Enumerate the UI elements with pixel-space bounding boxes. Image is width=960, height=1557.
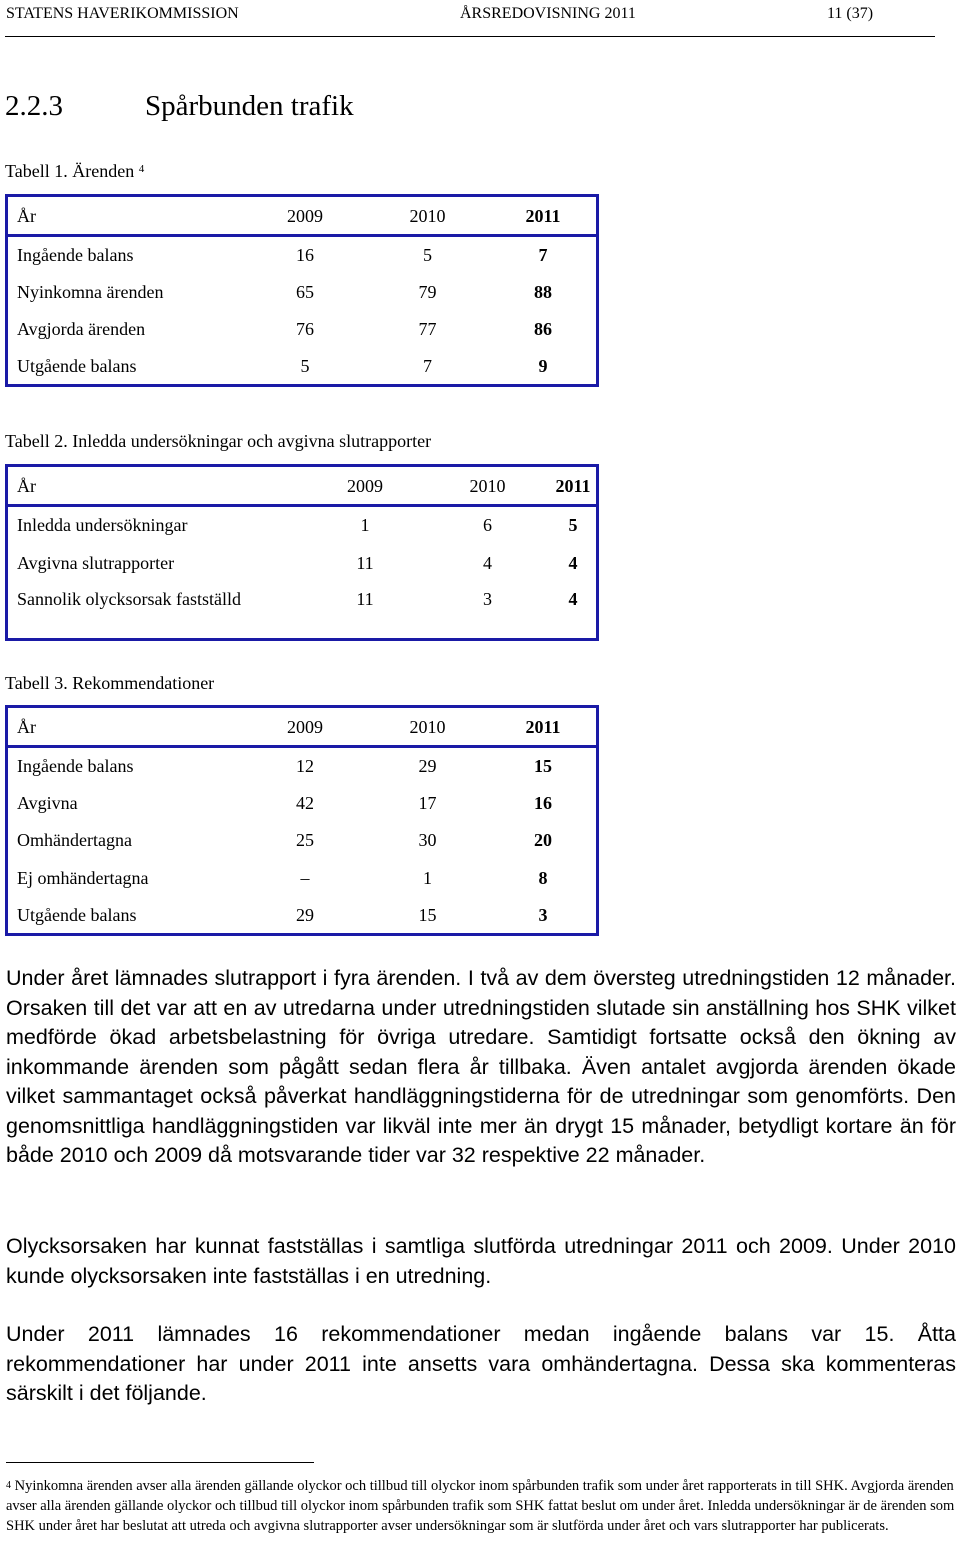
table-cell: 17 <box>418 792 437 813</box>
table-row <box>7 348 598 386</box>
table-header-row <box>7 196 598 236</box>
table1-caption <box>5 160 144 182</box>
table-header-cell: 2011 <box>550 466 598 506</box>
table-cell: 12 <box>296 756 314 777</box>
table-cell: 5 <box>568 515 578 536</box>
table-cell: Avgivna <box>17 792 78 813</box>
table-cell: 30 <box>418 830 437 851</box>
section-number: 2.2.3 <box>5 90 63 122</box>
table3-caption: Tabell 3. Rekommendationer <box>5 673 215 693</box>
table-cell: 11 <box>356 552 374 573</box>
table-header-cell: 2011 <box>490 707 598 747</box>
paragraph: Under året lämnades slutrapport i fyra ärenden. I två av dem översteg utredningstiden 12 månader. Orsaken till det var att en av utredarna under utredningstiden slutade sin anställning hos SHK vilket medförde ökad arbetsbelastning för övriga utredare. Samtidigt fortsatte också den ökning av inkommande ärenden som pågått sedan flera år tillbaka. Även antalet avgjorda ärenden ökade vilket sammantaget också påverkat handläggningstiderna för de utredningar som genomförts. Den genomsnittliga handläggningstiden var likväl inte mer än drygt 15 månader, betydligt kortare än för både 2010 och 2009 då motsvarande tider var 32 respektive 22 månader. <box>6 966 956 1167</box>
table-cell: 4 <box>483 552 492 573</box>
table-row <box>7 544 598 582</box>
table-cell: 5 <box>300 356 310 376</box>
table-cell: 77 <box>418 319 437 340</box>
table-cell: 9 <box>538 356 548 376</box>
table-cell: 11 <box>356 588 374 609</box>
table-header-cell: 2011 <box>490 196 598 236</box>
table-header-cell: År <box>7 196 246 236</box>
paragraph: Under 2011 lämnades 16 rekommendationer medan ingående balans var 15. Åtta rekommendationer har under 2011 inte ansetts vara omhändertagna. Dessa ska kommenteras särskilt i det följande. <box>6 1322 956 1405</box>
table-cell: 4 <box>568 552 578 573</box>
table-header-cell: 2009 <box>305 466 425 506</box>
table-row <box>7 747 598 785</box>
header-report: ÅRSREDOVISNING 2011 <box>460 5 636 22</box>
footnote-text: Nyinkomna ärenden avser alla ärenden gällande olyckor och tillbud till olyckor inom spårbunden trafik som under året rapporterats in till SHK. Avgjorda ärenden avser alla ärenden gällande olyckor och tillbud till olyckor inom spårbunden trafik som SHK fattat beslut om under året. Inledda undersökningar är de ärenden som SHK under året har beslutat att utreda och avgivna slutrapporter avser undersökningar som är slutförda under året och vars slutrapporter har publicerats. <box>6 1478 955 1534</box>
table-cell: 15 <box>534 756 552 777</box>
table2 <box>5 464 599 641</box>
table-cell: 15 <box>418 904 437 925</box>
section-heading <box>5 88 354 124</box>
table-cell: Ingående balans <box>17 756 134 777</box>
header-page: 11 (37) <box>827 5 874 22</box>
table-row <box>7 784 598 822</box>
table-cell: 1 <box>423 868 432 889</box>
footnote-ref: 4 <box>138 163 145 175</box>
table-cell: – <box>300 868 310 889</box>
table-cell: Omhändertagna <box>17 830 132 851</box>
table-cell: Utgående balans <box>17 356 137 376</box>
table-header-cell: År <box>7 466 306 506</box>
table-header-cell: År <box>7 707 246 747</box>
table-cell: 86 <box>534 319 552 340</box>
table1-caption-text: Tabell 1. Ärenden <box>5 161 135 181</box>
table-cell: 25 <box>296 830 314 851</box>
table1 <box>5 194 599 387</box>
table-row <box>7 859 598 897</box>
table-cell: 8 <box>538 868 548 889</box>
table-row <box>7 897 598 935</box>
table-row <box>7 273 598 311</box>
table-cell: 88 <box>534 281 552 302</box>
footnote <box>6 1476 956 1536</box>
section-title: Spårbunden trafik <box>145 90 354 122</box>
table-cell: 1 <box>360 515 370 536</box>
table-cell: 16 <box>296 245 314 265</box>
table-cell: Avgivna slutrapporter <box>17 552 175 573</box>
table-cell: 20 <box>534 830 552 851</box>
table-header-cell: 2009 <box>245 707 365 747</box>
table-cell: 29 <box>418 756 437 777</box>
table-cell: Ingående balans <box>17 245 134 265</box>
table2-caption: Tabell 2. Inledda undersökningar och avgivna slutrapporter <box>5 431 432 451</box>
table-row <box>7 582 598 640</box>
table-cell: 42 <box>296 792 314 813</box>
table-row <box>7 311 598 349</box>
table-cell: 16 <box>534 792 552 813</box>
table-cell: 65 <box>296 281 314 302</box>
table-cell: 3 <box>538 904 548 925</box>
table-cell: 4 <box>568 588 578 609</box>
table-row <box>7 236 598 274</box>
table-header-row <box>7 466 598 506</box>
footnote-marker: 4 <box>6 1480 11 1491</box>
paragraph: Olycksorsaken har kunnat fastställas i samtliga slutförda utredningar 2011 och 2009. Under 2010 kunde olycksorsaken inte fastställas i en utredning. <box>6 1234 956 1288</box>
table-header-cell: 2009 <box>245 196 365 236</box>
table-row <box>7 822 598 860</box>
table-cell: 29 <box>296 904 314 925</box>
header-org: STATENS HAVERIKOMMISSION <box>6 5 239 22</box>
table-cell: 76 <box>296 319 314 340</box>
table-row <box>7 506 598 544</box>
table-cell: Utgående balans <box>17 904 137 925</box>
table-header-cell: 2010 <box>365 707 490 747</box>
table-cell: Avgjorda ärenden <box>17 319 146 340</box>
table-cell: 6 <box>483 515 492 536</box>
table-cell: 5 <box>423 245 432 265</box>
table-cell: Sannolik olycksorsak fastställd <box>17 588 241 609</box>
header-rule <box>5 36 935 37</box>
table-cell: Nyinkomna ärenden <box>17 281 164 302</box>
footnote-rule <box>6 1462 314 1463</box>
table-cell: Inledda undersökningar <box>17 515 188 536</box>
table-header-cell: 2010 <box>365 196 490 236</box>
table-cell: 7 <box>538 245 548 265</box>
table3 <box>5 705 599 936</box>
table-header-row <box>7 707 598 747</box>
table-cell: 3 <box>483 588 492 609</box>
table-cell: Ej omhändertagna <box>17 868 149 889</box>
table-cell: 7 <box>423 356 432 376</box>
table-cell: 79 <box>418 281 437 302</box>
table-header-cell: 2010 <box>425 466 550 506</box>
